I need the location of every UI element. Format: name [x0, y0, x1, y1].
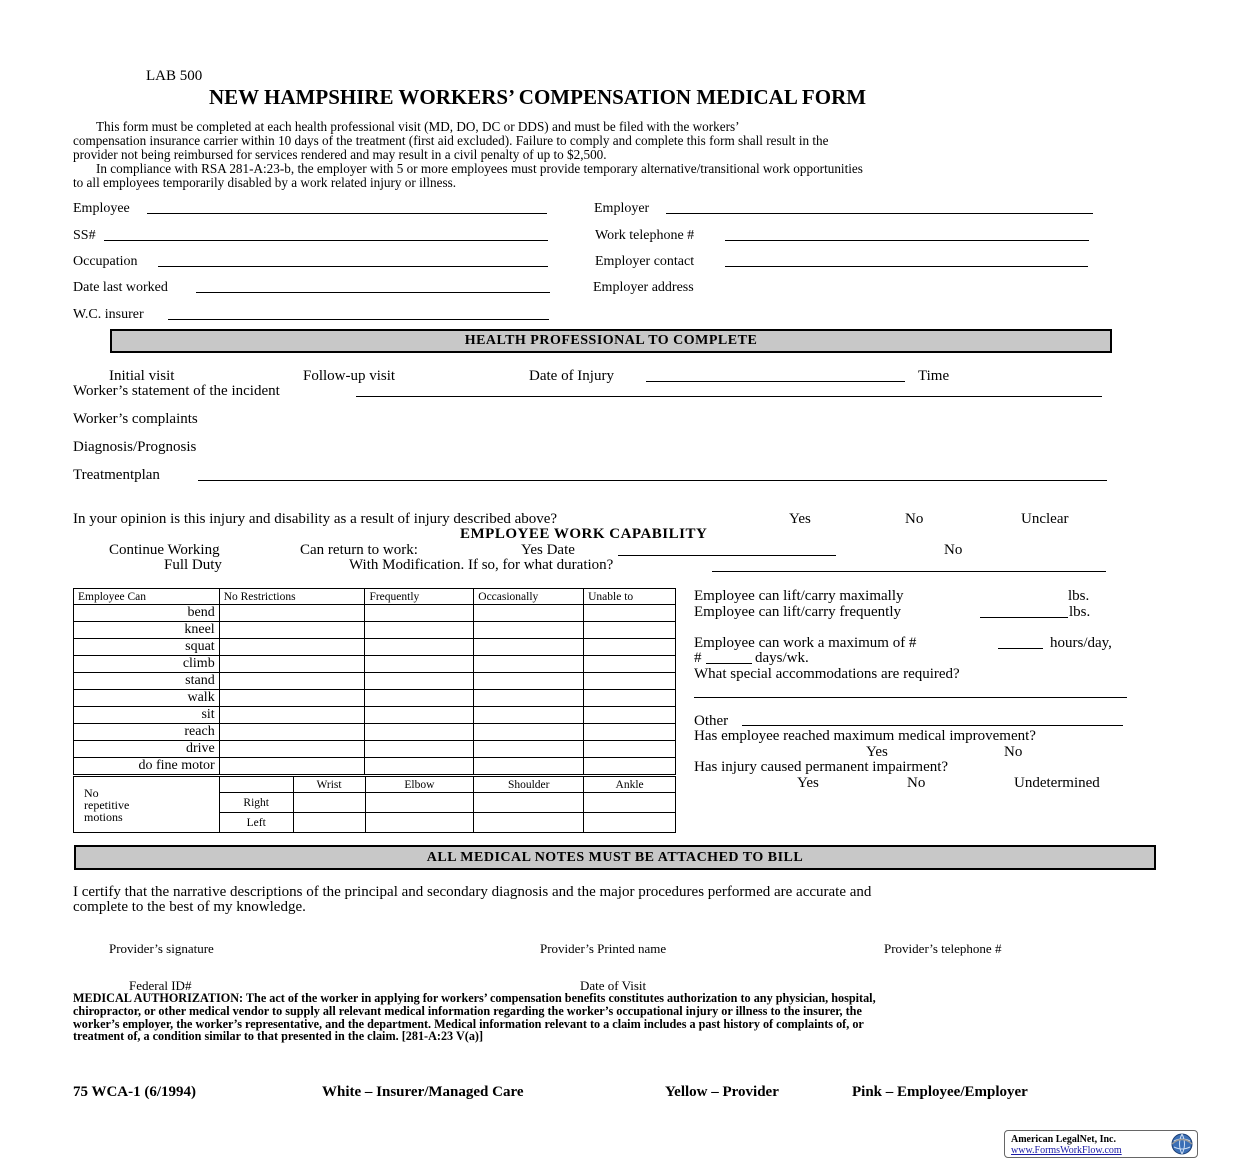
check-cell[interactable]	[365, 605, 474, 622]
intro-line: In compliance with RSA 281-A:23-b, the employer with 5 or more employees must provide temporary alternative/transitional work opportunities	[96, 161, 863, 176]
publisher-url[interactable]: www.FormsWorkFlow.com	[1011, 1145, 1122, 1156]
activity-label: bend	[74, 605, 220, 622]
column-header: Frequently	[365, 589, 474, 605]
check-cell[interactable]	[584, 813, 676, 833]
check-cell[interactable]	[219, 639, 365, 656]
work-telephone-label: Work telephone #	[595, 228, 695, 243]
joint-header: Shoulder	[474, 777, 584, 793]
work-telephone-field[interactable]	[725, 240, 1089, 241]
check-cell[interactable]	[219, 707, 365, 724]
check-cell[interactable]	[474, 690, 584, 707]
return-yes-date-label[interactable]: Yes Date	[521, 542, 575, 558]
wc-insurer-field[interactable]	[168, 319, 549, 320]
activity-label: do fine motor	[74, 758, 220, 775]
check-cell[interactable]	[584, 758, 676, 775]
hours-day-label: hours/day,	[1050, 635, 1112, 651]
left-label: Left	[219, 813, 293, 833]
check-cell[interactable]	[474, 673, 584, 690]
check-cell[interactable]	[365, 741, 474, 758]
no-repetitive-line: repetitive	[84, 797, 130, 812]
check-cell[interactable]	[219, 622, 365, 639]
intro-line: provider not being reimbursed for services rendered and may result in a civil penalty of up to $2,500.	[73, 147, 607, 162]
statement-label: Worker’s statement of the incident	[73, 383, 280, 399]
check-cell[interactable]	[365, 639, 474, 656]
check-cell[interactable]	[474, 793, 584, 813]
work-max-label: Employee can work a maximum of #	[694, 635, 917, 651]
date-of-visit-label: Date of Visit	[580, 978, 647, 993]
copy-pink: Pink – Employee/Employer	[852, 1084, 1028, 1100]
mmi-question: Has employee reached maximum medical improvement?	[694, 728, 1036, 744]
table-row	[74, 741, 676, 758]
check-cell[interactable]	[474, 758, 584, 775]
check-cell[interactable]	[365, 813, 474, 833]
table-row	[74, 777, 676, 793]
lift-freq-label: Employee can lift/carry frequently	[694, 604, 901, 620]
date-last-worked-field[interactable]	[196, 292, 550, 293]
accommodations-label: What special accommodations are required?	[694, 666, 960, 682]
activity-label: squat	[74, 639, 220, 656]
opinion-no[interactable]: No	[905, 511, 924, 527]
table-header-row	[74, 589, 676, 605]
check-cell[interactable]	[584, 656, 676, 673]
check-cell[interactable]	[584, 793, 676, 813]
full-duty-option[interactable]: Full Duty	[164, 557, 222, 573]
no-repetitive-cell	[74, 777, 220, 833]
other-label: Other	[694, 713, 729, 729]
check-cell[interactable]	[365, 656, 474, 673]
authorization-line: worker’s employer, the worker’s representative, and the department. Medical information relevant to a claim includes a past history of complaints of, or	[73, 1016, 864, 1031]
table-row	[74, 639, 676, 656]
opinion-unclear[interactable]: Unclear	[1021, 511, 1069, 527]
check-cell[interactable]	[365, 793, 474, 813]
joint-header: Ankle	[584, 777, 676, 793]
page-title: NEW HAMPSHIRE WORKERS’ COMPENSATION MEDICAL FORM	[209, 85, 867, 109]
intro-line: to all employees temporarily disabled by a work related injury or illness.	[73, 175, 457, 190]
ss-label: SS#	[73, 228, 96, 243]
check-cell[interactable]	[584, 605, 676, 622]
publisher-logo	[1004, 1130, 1198, 1158]
right-label: Right	[219, 793, 293, 813]
impairment-yes[interactable]: Yes	[797, 775, 819, 791]
provider-printed-label: Provider’s Printed name	[540, 941, 667, 956]
capability-heading: EMPLOYEE WORK CAPABILITY	[460, 526, 708, 542]
treatment-field[interactable]	[198, 480, 1107, 481]
time-label: Time	[918, 368, 950, 384]
employer-contact-field[interactable]	[725, 266, 1088, 267]
opinion-question: In your opinion is this injury and disability as a result of injury described above?	[73, 511, 558, 527]
date-of-injury-label: Date of Injury	[529, 368, 614, 384]
table-row	[74, 724, 676, 741]
wc-insurer-label: W.C. insurer	[73, 307, 144, 322]
check-cell[interactable]	[474, 639, 584, 656]
joint-header: Elbow	[365, 777, 474, 793]
capability-table	[73, 588, 676, 775]
provider-signature-label: Provider’s signature	[109, 941, 214, 956]
followup-visit-option[interactable]: Follow-up visit	[303, 368, 396, 384]
activity-label: kneel	[74, 622, 220, 639]
employer-label: Employer	[594, 201, 650, 216]
table-row	[74, 656, 676, 673]
blank-cell	[219, 777, 293, 793]
occupation-label: Occupation	[73, 254, 138, 269]
publisher-name: American LegalNet, Inc.	[1011, 1134, 1116, 1145]
medical-authorization	[73, 992, 876, 1043]
copy-white: White – Insurer/Managed Care	[322, 1084, 524, 1100]
health-professional-banner: HEALTH PROFESSIONAL TO COMPLETE	[110, 329, 1112, 353]
initial-visit-option[interactable]: Initial visit	[109, 368, 175, 384]
continue-working-option[interactable]: Continue Working	[109, 542, 220, 558]
table-row	[74, 605, 676, 622]
no-repetitive-line: motions	[84, 809, 123, 824]
check-cell[interactable]	[219, 758, 365, 775]
impairment-question: Has injury caused permanent impairment?	[694, 759, 949, 775]
check-cell[interactable]	[293, 813, 365, 833]
employee-label: Employee	[73, 201, 130, 216]
mmi-no[interactable]: No	[1004, 744, 1023, 760]
can-return-label: Can return to work:	[300, 542, 418, 558]
employer-address-label: Employer address	[593, 280, 694, 295]
lift-max-label: Employee can lift/carry maximally	[694, 588, 904, 604]
check-cell[interactable]	[474, 707, 584, 724]
intro-text	[73, 120, 1163, 190]
medical-notes-banner: ALL MEDICAL NOTES MUST BE ATTACHED TO BILL	[74, 845, 1156, 870]
complaints-label: Worker’s complaints	[73, 411, 198, 427]
check-cell[interactable]	[474, 656, 584, 673]
check-cell[interactable]	[474, 724, 584, 741]
activity-label: drive	[74, 741, 220, 758]
activity-label: walk	[74, 690, 220, 707]
check-cell[interactable]	[219, 724, 365, 741]
hash-label: #	[694, 650, 702, 666]
copy-yellow: Yellow – Provider	[665, 1084, 779, 1100]
accommodations-field[interactable]	[694, 697, 1127, 698]
table-row	[74, 758, 676, 775]
mmi-yes[interactable]: Yes	[866, 744, 888, 760]
lbs-label: lbs.	[1069, 604, 1091, 620]
treatment-label: Treatmentplan	[73, 467, 160, 483]
statement-field[interactable]	[356, 396, 1102, 397]
employer-contact-label: Employer contact	[595, 254, 695, 269]
return-no-option[interactable]: No	[944, 542, 963, 558]
check-cell[interactable]	[219, 673, 365, 690]
days-field[interactable]	[706, 663, 752, 664]
impairment-no[interactable]: No	[907, 775, 926, 791]
check-cell[interactable]	[219, 690, 365, 707]
check-cell[interactable]	[474, 622, 584, 639]
check-cell[interactable]	[584, 622, 676, 639]
repetitive-motions-table	[73, 776, 676, 833]
date-of-injury-field[interactable]	[646, 381, 905, 382]
intro-line: This form must be completed at each health professional visit (MD, DO, DC or DDS) and must be filed with the workers’	[96, 119, 740, 134]
check-cell[interactable]	[474, 813, 584, 833]
authorization-line: MEDICAL AUTHORIZATION: The act of the worker in applying for workers’ compensation benefits constitutes authorization to any physician, hospital,	[73, 991, 876, 1005]
activity-label: stand	[74, 673, 220, 690]
hours-field[interactable]	[998, 648, 1043, 649]
diagnosis-label: Diagnosis/Prognosis	[73, 439, 197, 455]
column-header: No Restrictions	[219, 589, 365, 605]
employee-field[interactable]	[147, 213, 547, 214]
globe-icon	[1170, 1132, 1194, 1156]
ss-field[interactable]	[104, 240, 548, 241]
activity-label: reach	[74, 724, 220, 741]
authorization-line: chiropractor, or other medical vendor to supply all relevant medical information regarding the worker’s occupational injury or illness to the insurer, the	[73, 1003, 862, 1018]
lift-freq-field[interactable]	[980, 617, 1068, 618]
check-cell[interactable]	[365, 673, 474, 690]
certify-text: complete to the best of my knowledge.	[73, 899, 306, 915]
no-repetitive-line: No	[84, 785, 99, 800]
check-cell[interactable]	[365, 707, 474, 724]
form-number: 75 WCA-1 (6/1994)	[73, 1084, 197, 1100]
column-header: Occasionally	[474, 589, 584, 605]
check-cell[interactable]	[293, 793, 365, 813]
check-cell[interactable]	[584, 690, 676, 707]
check-cell[interactable]	[365, 724, 474, 741]
other-field[interactable]	[742, 725, 1123, 726]
check-cell[interactable]	[474, 741, 584, 758]
opinion-yes[interactable]: Yes	[789, 511, 811, 527]
check-cell[interactable]	[584, 639, 676, 656]
federal-id-label: Federal ID#	[129, 978, 192, 993]
days-wk-label: days/wk.	[755, 650, 809, 666]
date-last-worked-label: Date last worked	[73, 280, 168, 295]
form-id: LAB 500	[146, 68, 203, 84]
employer-field[interactable]	[666, 213, 1093, 214]
joint-header: Wrist	[293, 777, 365, 793]
check-cell[interactable]	[584, 741, 676, 758]
check-cell[interactable]	[219, 741, 365, 758]
provider-phone-label: Provider’s telephone #	[884, 941, 1002, 956]
check-cell[interactable]	[474, 605, 584, 622]
check-cell[interactable]	[584, 724, 676, 741]
return-date-field[interactable]	[618, 555, 836, 556]
occupation-field[interactable]	[158, 266, 548, 267]
impairment-undetermined[interactable]: Undetermined	[1014, 775, 1100, 791]
check-cell[interactable]	[365, 622, 474, 639]
check-cell[interactable]	[365, 758, 474, 775]
column-header: Employee Can	[74, 589, 220, 605]
check-cell[interactable]	[584, 673, 676, 690]
check-cell[interactable]	[584, 707, 676, 724]
table-row	[74, 707, 676, 724]
activity-label: sit	[74, 707, 220, 724]
certify-text: I certify that the narrative descriptions of the principal and secondary diagnosis and the major procedures performed are accurate and	[73, 884, 872, 900]
check-cell[interactable]	[219, 656, 365, 673]
intro-line: compensation insurance carrier within 10 days of the treatment (first aid excluded). Failure to comply and complete this form shall result in the	[73, 133, 829, 148]
column-header: Unable to	[584, 589, 676, 605]
table-row	[74, 622, 676, 639]
with-modification-label: With Modification. If so, for what duration?	[349, 557, 614, 573]
activity-label: climb	[74, 656, 220, 673]
authorization-line: treatment of, a condition similar to that presented in the claim. [281-A:23 V(a)]	[73, 1029, 484, 1044]
lbs-label: lbs.	[1068, 588, 1090, 604]
check-cell[interactable]	[365, 690, 474, 707]
table-row	[74, 690, 676, 707]
table-row	[74, 673, 676, 690]
check-cell[interactable]	[219, 605, 365, 622]
modification-duration-field[interactable]	[712, 571, 1106, 572]
